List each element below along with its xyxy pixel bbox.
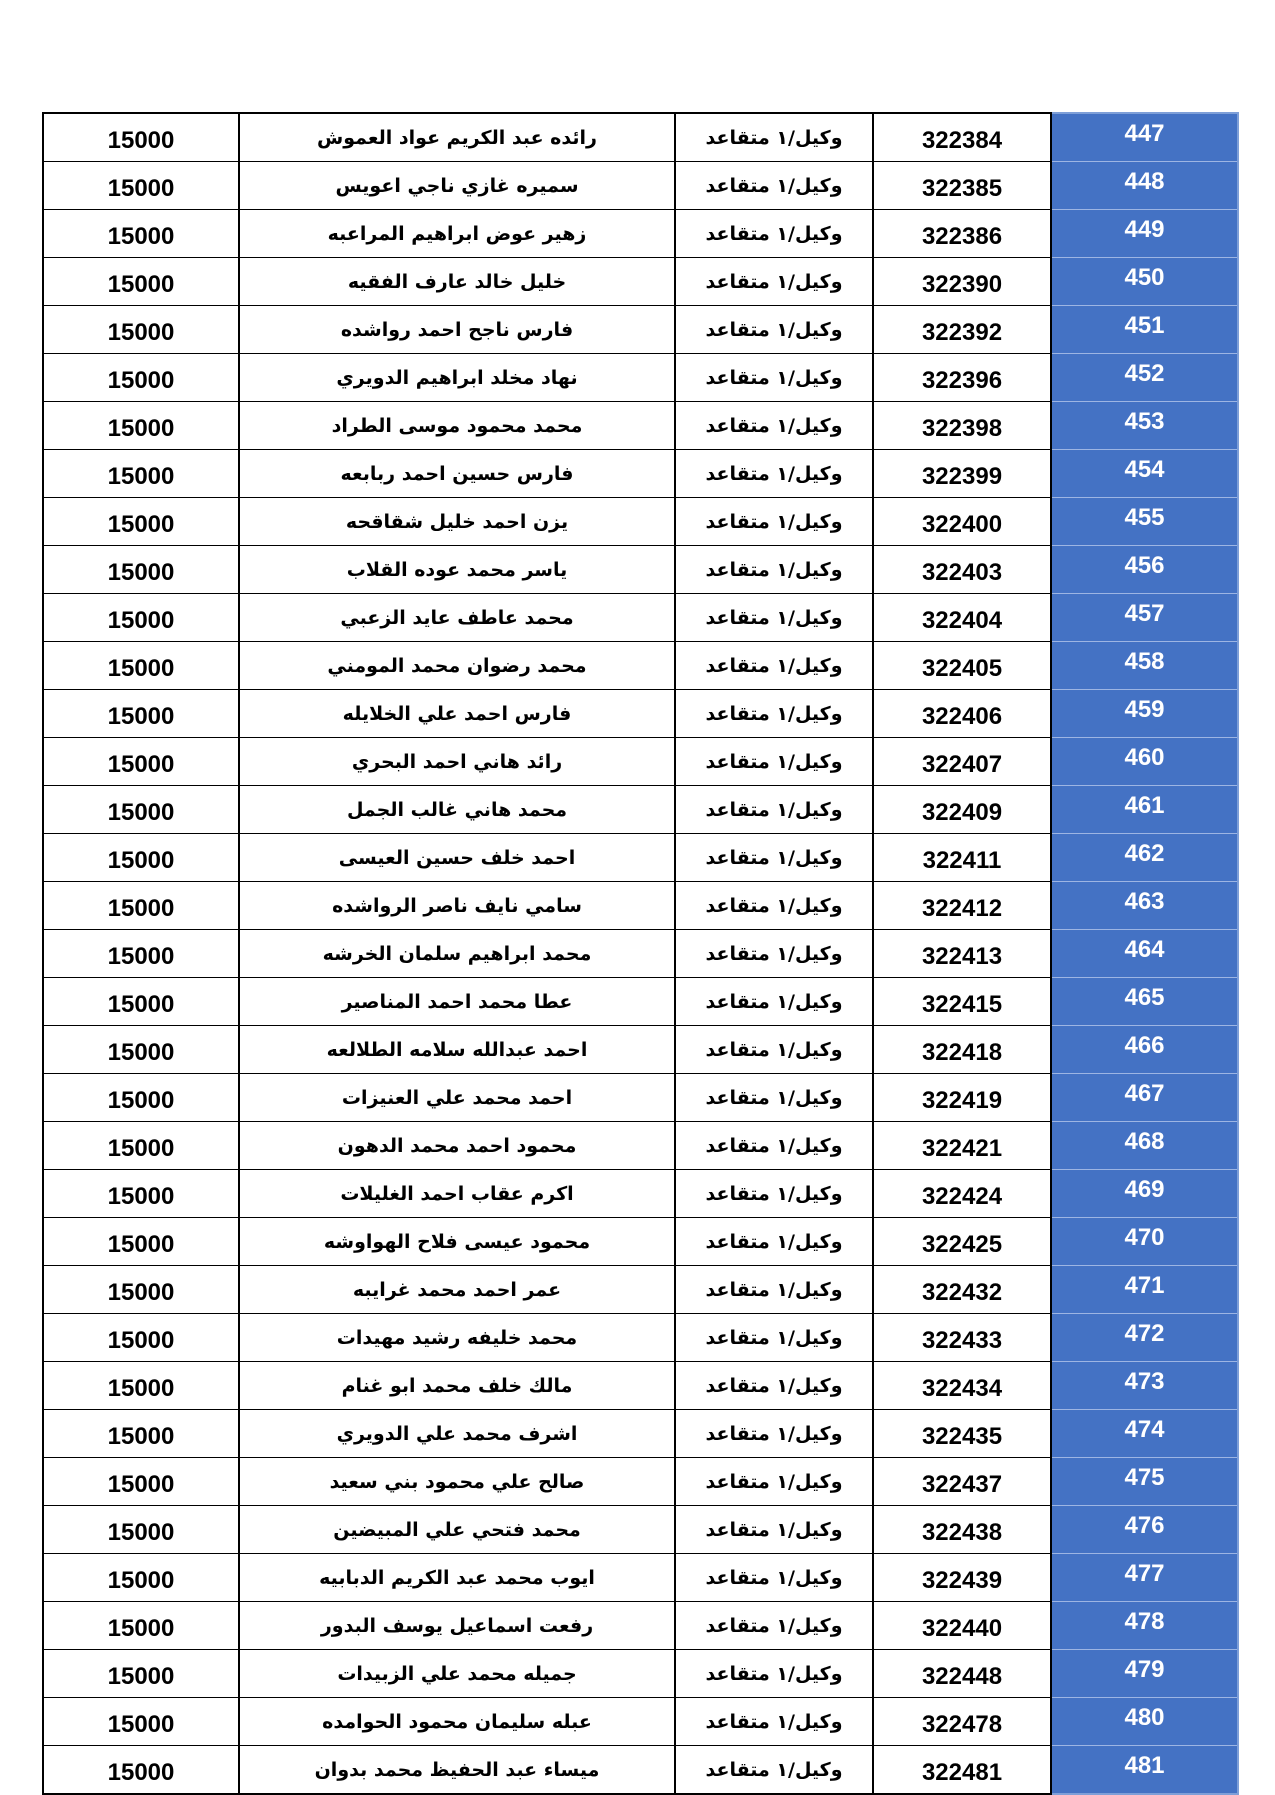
amount-cell: 15000 [43, 930, 239, 978]
table-row [43, 498, 1238, 546]
name-cell: اكرم عقاب احمد الغليلات [239, 1170, 675, 1218]
table-row [43, 450, 1238, 498]
name-cell: محمود عيسى فلاح الهواوشه [239, 1218, 675, 1266]
name-cell: رائد هاني احمد البحري [239, 738, 675, 786]
sequence-number-cell: 452 [1051, 354, 1238, 402]
amount-cell: 15000 [43, 834, 239, 882]
table-row [43, 1074, 1238, 1122]
sequence-number-cell: 465 [1051, 978, 1238, 1026]
id-number-cell: 322440 [873, 1602, 1051, 1650]
rank-cell: وكيل/١ متقاعد [675, 1554, 873, 1602]
rank-cell: وكيل/١ متقاعد [675, 882, 873, 930]
amount-cell: 15000 [43, 258, 239, 306]
name-cell: احمد محمد علي العنيزات [239, 1074, 675, 1122]
sequence-number-cell: 461 [1051, 786, 1238, 834]
table-row [43, 1218, 1238, 1266]
id-number-cell: 322385 [873, 162, 1051, 210]
id-number-cell: 322433 [873, 1314, 1051, 1362]
id-number-cell: 322448 [873, 1650, 1051, 1698]
rank-cell: وكيل/١ متقاعد [675, 498, 873, 546]
id-number-cell: 322413 [873, 930, 1051, 978]
name-cell: جميله محمد علي الزبيدات [239, 1650, 675, 1698]
name-cell: زهير عوض ابراهيم المراعبه [239, 210, 675, 258]
rank-cell: وكيل/١ متقاعد [675, 690, 873, 738]
rank-cell: وكيل/١ متقاعد [675, 1698, 873, 1746]
amount-cell: 15000 [43, 546, 239, 594]
amount-cell: 15000 [43, 1266, 239, 1314]
amount-cell: 15000 [43, 113, 239, 162]
rank-cell: وكيل/١ متقاعد [675, 1746, 873, 1795]
name-cell: ياسر محمد عوده القلاب [239, 546, 675, 594]
rank-cell: وكيل/١ متقاعد [675, 1314, 873, 1362]
rank-cell: وكيل/١ متقاعد [675, 162, 873, 210]
sequence-number-cell: 463 [1051, 882, 1238, 930]
amount-cell: 15000 [43, 1506, 239, 1554]
rank-cell: وكيل/١ متقاعد [675, 1266, 873, 1314]
id-number-cell: 322437 [873, 1458, 1051, 1506]
table-row [43, 113, 1238, 162]
id-number-cell: 322438 [873, 1506, 1051, 1554]
rank-cell: وكيل/١ متقاعد [675, 1170, 873, 1218]
rank-cell: وكيل/١ متقاعد [675, 1218, 873, 1266]
sequence-number-cell: 471 [1051, 1266, 1238, 1314]
table-row [43, 1554, 1238, 1602]
sequence-number-cell: 474 [1051, 1410, 1238, 1458]
rank-cell: وكيل/١ متقاعد [675, 450, 873, 498]
id-number-cell: 322404 [873, 594, 1051, 642]
table-row [43, 834, 1238, 882]
amount-cell: 15000 [43, 162, 239, 210]
id-number-cell: 322407 [873, 738, 1051, 786]
id-number-cell: 322481 [873, 1746, 1051, 1795]
amount-cell: 15000 [43, 498, 239, 546]
amount-cell: 15000 [43, 1602, 239, 1650]
table-row [43, 882, 1238, 930]
sequence-number-cell: 468 [1051, 1122, 1238, 1170]
sequence-number-cell: 454 [1051, 450, 1238, 498]
id-number-cell: 322411 [873, 834, 1051, 882]
sequence-number-cell: 464 [1051, 930, 1238, 978]
name-cell: اشرف محمد علي الدويري [239, 1410, 675, 1458]
sequence-number-cell: 453 [1051, 402, 1238, 450]
name-cell: محمد فتحي علي المبيضين [239, 1506, 675, 1554]
sequence-number-cell: 475 [1051, 1458, 1238, 1506]
rank-cell: وكيل/١ متقاعد [675, 1122, 873, 1170]
rank-cell: وكيل/١ متقاعد [675, 1410, 873, 1458]
amount-cell: 15000 [43, 450, 239, 498]
amount-cell: 15000 [43, 354, 239, 402]
name-cell: رفعت اسماعيل يوسف البدور [239, 1602, 675, 1650]
name-cell: فارس حسين احمد ربابعه [239, 450, 675, 498]
sequence-number-cell: 451 [1051, 306, 1238, 354]
id-number-cell: 322432 [873, 1266, 1051, 1314]
sequence-number-cell: 478 [1051, 1602, 1238, 1650]
table-row [43, 1650, 1238, 1698]
name-cell: عمر احمد محمد غرايبه [239, 1266, 675, 1314]
table-row [43, 354, 1238, 402]
name-cell: احمد عبدالله سلامه الطلالعه [239, 1026, 675, 1074]
rank-cell: وكيل/١ متقاعد [675, 354, 873, 402]
amount-cell: 15000 [43, 1218, 239, 1266]
name-cell: يزن احمد خليل شقاقحه [239, 498, 675, 546]
rank-cell: وكيل/١ متقاعد [675, 834, 873, 882]
rank-cell: وكيل/١ متقاعد [675, 1458, 873, 1506]
name-cell: رائده عبد الكريم عواد العموش [239, 113, 675, 162]
sequence-number-cell: 470 [1051, 1218, 1238, 1266]
amount-cell: 15000 [43, 786, 239, 834]
table-row [43, 1698, 1238, 1746]
amount-cell: 15000 [43, 402, 239, 450]
amount-cell: 15000 [43, 1410, 239, 1458]
sequence-number-cell: 462 [1051, 834, 1238, 882]
id-number-cell: 322439 [873, 1554, 1051, 1602]
id-number-cell: 322398 [873, 402, 1051, 450]
id-number-cell: 322390 [873, 258, 1051, 306]
id-number-cell: 322386 [873, 210, 1051, 258]
amount-cell: 15000 [43, 738, 239, 786]
name-cell: محمد رضوان محمد المومني [239, 642, 675, 690]
amount-cell: 15000 [43, 1698, 239, 1746]
name-cell: ميساء عبد الحفيظ محمد بدوان [239, 1746, 675, 1795]
name-cell: فارس ناجح احمد رواشده [239, 306, 675, 354]
sequence-number-cell: 448 [1051, 162, 1238, 210]
rank-cell: وكيل/١ متقاعد [675, 113, 873, 162]
table-row [43, 1602, 1238, 1650]
rank-cell: وكيل/١ متقاعد [675, 258, 873, 306]
id-number-cell: 322409 [873, 786, 1051, 834]
table-row [43, 690, 1238, 738]
name-cell: عطا محمد احمد المناصير [239, 978, 675, 1026]
id-number-cell: 322400 [873, 498, 1051, 546]
table-row [43, 306, 1238, 354]
amount-cell: 15000 [43, 1554, 239, 1602]
id-number-cell: 322425 [873, 1218, 1051, 1266]
id-number-cell: 322478 [873, 1698, 1051, 1746]
sequence-number-cell: 480 [1051, 1698, 1238, 1746]
sequence-number-cell: 469 [1051, 1170, 1238, 1218]
name-cell: فارس احمد علي الخلايله [239, 690, 675, 738]
rank-cell: وكيل/١ متقاعد [675, 1506, 873, 1554]
sequence-number-cell: 467 [1051, 1074, 1238, 1122]
id-number-cell: 322396 [873, 354, 1051, 402]
name-cell: نهاد مخلد ابراهيم الدويري [239, 354, 675, 402]
amount-cell: 15000 [43, 1746, 239, 1795]
rank-cell: وكيل/١ متقاعد [675, 1602, 873, 1650]
name-cell: محمد ابراهيم سلمان الخرشه [239, 930, 675, 978]
id-number-cell: 322405 [873, 642, 1051, 690]
table-row [43, 1122, 1238, 1170]
id-number-cell: 322415 [873, 978, 1051, 1026]
name-cell: سامي نايف ناصر الرواشده [239, 882, 675, 930]
rank-cell: وكيل/١ متقاعد [675, 402, 873, 450]
id-number-cell: 322399 [873, 450, 1051, 498]
rank-cell: وكيل/١ متقاعد [675, 210, 873, 258]
table-row [43, 1026, 1238, 1074]
sequence-number-cell: 456 [1051, 546, 1238, 594]
table-row [43, 1362, 1238, 1410]
sequence-number-cell: 473 [1051, 1362, 1238, 1410]
name-cell: محمد محمود موسى الطراد [239, 402, 675, 450]
id-number-cell: 322392 [873, 306, 1051, 354]
id-number-cell: 322419 [873, 1074, 1051, 1122]
id-number-cell: 322418 [873, 1026, 1051, 1074]
table-row [43, 1458, 1238, 1506]
sequence-number-cell: 472 [1051, 1314, 1238, 1362]
rank-cell: وكيل/١ متقاعد [675, 642, 873, 690]
table-row [43, 546, 1238, 594]
table-row [43, 402, 1238, 450]
id-number-cell: 322412 [873, 882, 1051, 930]
amount-cell: 15000 [43, 1122, 239, 1170]
name-cell: مالك خلف محمد ابو غنام [239, 1362, 675, 1410]
sequence-number-cell: 460 [1051, 738, 1238, 786]
table-row [43, 1746, 1238, 1795]
name-cell: احمد خلف حسين العيسى [239, 834, 675, 882]
amount-cell: 15000 [43, 1314, 239, 1362]
amount-cell: 15000 [43, 306, 239, 354]
rank-cell: وكيل/١ متقاعد [675, 978, 873, 1026]
rank-cell: وكيل/١ متقاعد [675, 546, 873, 594]
sequence-number-cell: 458 [1051, 642, 1238, 690]
name-cell: عبله سليمان محمود الحوامده [239, 1698, 675, 1746]
name-cell: سميره غازي ناجي اعويس [239, 162, 675, 210]
amount-cell: 15000 [43, 210, 239, 258]
table-row [43, 1314, 1238, 1362]
sequence-number-cell: 459 [1051, 690, 1238, 738]
id-number-cell: 322424 [873, 1170, 1051, 1218]
sequence-number-cell: 447 [1051, 113, 1238, 162]
table-row [43, 258, 1238, 306]
name-cell: محمد خليفه رشيد مهيدات [239, 1314, 675, 1362]
amount-cell: 15000 [43, 978, 239, 1026]
id-number-cell: 322403 [873, 546, 1051, 594]
table-row [43, 786, 1238, 834]
table-row [43, 1410, 1238, 1458]
sequence-number-cell: 449 [1051, 210, 1238, 258]
rank-cell: وكيل/١ متقاعد [675, 1362, 873, 1410]
id-number-cell: 322434 [873, 1362, 1051, 1410]
table-row [43, 1266, 1238, 1314]
table-row [43, 210, 1238, 258]
amount-cell: 15000 [43, 690, 239, 738]
amount-cell: 15000 [43, 642, 239, 690]
amount-cell: 15000 [43, 1458, 239, 1506]
rank-cell: وكيل/١ متقاعد [675, 594, 873, 642]
rank-cell: وكيل/١ متقاعد [675, 786, 873, 834]
table-row [43, 978, 1238, 1026]
table-body [43, 113, 1238, 1794]
sequence-number-cell: 477 [1051, 1554, 1238, 1602]
rank-cell: وكيل/١ متقاعد [675, 1026, 873, 1074]
sequence-number-cell: 466 [1051, 1026, 1238, 1074]
sequence-number-cell: 455 [1051, 498, 1238, 546]
retirees-table [42, 112, 1239, 1795]
amount-cell: 15000 [43, 594, 239, 642]
id-number-cell: 322435 [873, 1410, 1051, 1458]
name-cell: محمد عاطف عايد الزعبي [239, 594, 675, 642]
sequence-number-cell: 457 [1051, 594, 1238, 642]
amount-cell: 15000 [43, 1170, 239, 1218]
rank-cell: وكيل/١ متقاعد [675, 306, 873, 354]
amount-cell: 15000 [43, 882, 239, 930]
rank-cell: وكيل/١ متقاعد [675, 1074, 873, 1122]
table-row [43, 1170, 1238, 1218]
table-row [43, 738, 1238, 786]
name-cell: محمد هاني غالب الجمل [239, 786, 675, 834]
sequence-number-cell: 481 [1051, 1746, 1238, 1795]
amount-cell: 15000 [43, 1362, 239, 1410]
name-cell: محمود احمد محمد الدهون [239, 1122, 675, 1170]
rank-cell: وكيل/١ متقاعد [675, 1650, 873, 1698]
table-row [43, 930, 1238, 978]
rank-cell: وكيل/١ متقاعد [675, 738, 873, 786]
name-cell: صالح علي محمود بني سعيد [239, 1458, 675, 1506]
id-number-cell: 322406 [873, 690, 1051, 738]
name-cell: خليل خالد عارف الفقيه [239, 258, 675, 306]
sequence-number-cell: 450 [1051, 258, 1238, 306]
table-row [43, 594, 1238, 642]
sequence-number-cell: 476 [1051, 1506, 1238, 1554]
amount-cell: 15000 [43, 1074, 239, 1122]
sequence-number-cell: 479 [1051, 1650, 1238, 1698]
amount-cell: 15000 [43, 1650, 239, 1698]
name-cell: ايوب محمد عبد الكريم الدبابيه [239, 1554, 675, 1602]
id-number-cell: 322421 [873, 1122, 1051, 1170]
id-number-cell: 322384 [873, 113, 1051, 162]
table-row [43, 1506, 1238, 1554]
table-row [43, 162, 1238, 210]
amount-cell: 15000 [43, 1026, 239, 1074]
rank-cell: وكيل/١ متقاعد [675, 930, 873, 978]
table-row [43, 642, 1238, 690]
